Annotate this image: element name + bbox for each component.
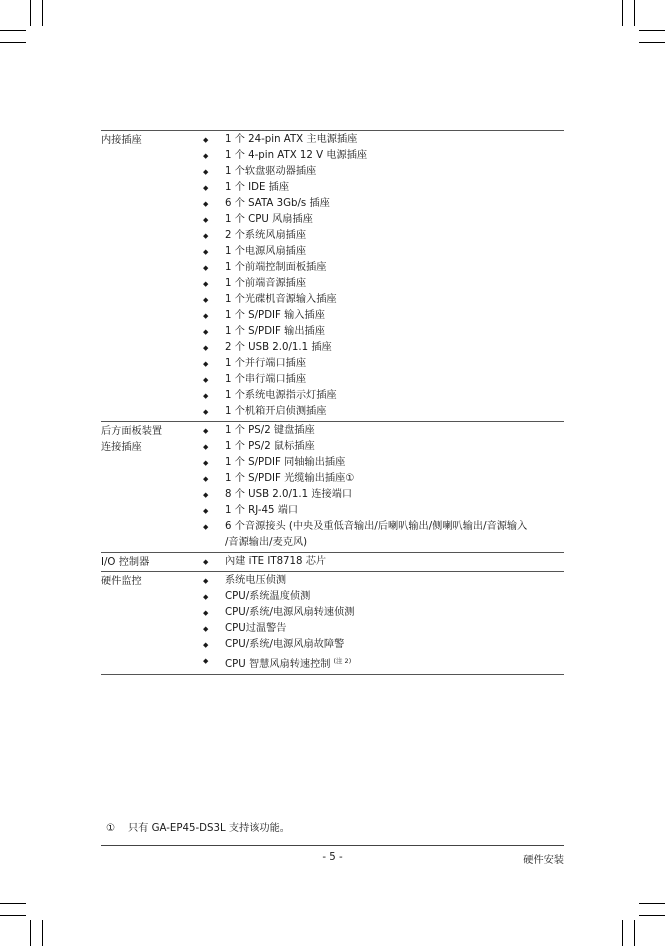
spec-item (203, 212, 564, 228)
spec-category (101, 574, 142, 590)
spec-item-text: 1 个前端控制面板插座 (225, 262, 327, 273)
diamond-bullet-icon: ◆ (203, 136, 209, 144)
spec-item-text: 1 个前端音源插座 (225, 278, 307, 289)
spec-item (203, 554, 564, 570)
spec-item (203, 308, 564, 324)
spec-item-list (203, 422, 564, 552)
spec-item (203, 196, 564, 212)
diamond-bullet-icon: ◆ (203, 427, 209, 435)
spec-item (203, 148, 564, 164)
diamond-bullet-icon: ◆ (203, 593, 209, 601)
spec-item (203, 423, 564, 439)
spec-table (101, 130, 564, 675)
diamond-bullet-icon: ◆ (203, 328, 209, 336)
spec-item (203, 388, 564, 404)
diamond-bullet-icon: ◆ (203, 360, 209, 368)
spec-category-line: 内接插座 (101, 135, 142, 146)
diamond-bullet-icon: ◆ (203, 491, 209, 499)
diamond-bullet-icon: ◆ (203, 280, 209, 288)
diamond-bullet-icon: ◆ (203, 296, 209, 304)
spec-category-line: 硬件监控 (101, 576, 142, 587)
diamond-bullet-icon: ◆ (203, 232, 209, 240)
diamond-bullet-icon: ◆ (203, 152, 209, 160)
spec-item (203, 260, 564, 276)
spec-item-text: 內建 iTE IT8718 芯片 (225, 556, 327, 567)
spec-item (203, 573, 564, 589)
diamond-bullet-icon: ◆ (203, 558, 209, 566)
spec-item-text: 系统电压侦测 (225, 575, 287, 586)
diamond-bullet-icon: ◆ (203, 344, 209, 352)
spec-item-text: 1 个机箱开启侦测插座 (225, 406, 327, 417)
spec-item-text-continued: /音源输出/麦克风) (225, 537, 308, 548)
spec-item-list (203, 131, 564, 421)
spec-item-text: 1 个 RJ-45 端口 (225, 505, 299, 516)
spec-item (203, 439, 564, 455)
spec-item-text: 1 个光碟机音源输入插座 (225, 294, 337, 305)
spec-item (203, 404, 564, 420)
spec-category-line: I/O 控制器 (101, 557, 150, 568)
spec-item (203, 292, 564, 308)
page-number: - 5 - (322, 852, 343, 863)
spec-item-text: 1 个软盘驱动器插座 (225, 166, 317, 177)
spec-item-text: 1 个并行端口插座 (225, 358, 307, 369)
footnote (106, 822, 290, 836)
spec-item (203, 471, 564, 487)
diamond-bullet-icon: ◆ (203, 641, 209, 649)
spec-item (203, 621, 564, 637)
note-reference: (注 2) (333, 657, 352, 665)
spec-row (101, 552, 564, 571)
spec-item-text: 1 个系统电源指示灯插座 (225, 390, 337, 401)
diamond-bullet-icon: ◆ (203, 392, 209, 400)
diamond-bullet-icon: ◆ (203, 657, 209, 665)
spec-item (203, 372, 564, 388)
spec-item-text: CPU/系统/电源风扇转速侦测 (225, 607, 355, 618)
diamond-bullet-icon: ◆ (203, 376, 209, 384)
spec-item-text: 1 个串行端口插座 (225, 374, 307, 385)
spec-item (203, 132, 564, 148)
spec-item (203, 164, 564, 180)
diamond-bullet-icon: ◆ (203, 459, 209, 467)
diamond-bullet-icon: ◆ (203, 248, 209, 256)
diamond-bullet-icon: ◆ (203, 609, 209, 617)
spec-item (203, 605, 564, 621)
spec-item-text: 6 个 SATA 3Gb/s 插座 (225, 198, 330, 209)
spec-row (101, 130, 564, 421)
diamond-bullet-icon: ◆ (203, 507, 209, 515)
spec-item-text: 1 个 S/PDIF 同轴输出插座 (225, 457, 346, 468)
spec-category (101, 424, 162, 456)
spec-item (203, 324, 564, 340)
spec-item-text: 1 个 CPU 风扇插座 (225, 214, 313, 225)
spec-item-text: 1 个 24-pin ATX 主电源插座 (225, 134, 358, 145)
spec-item-text: 2 个 USB 2.0/1.1 插座 (225, 342, 332, 353)
spec-item-text: 1 个 PS/2 键盘插座 (225, 425, 315, 436)
spec-item-text: CPU过温警告 (225, 623, 287, 634)
spec-item-text: CPU/系统温度侦测 (225, 591, 311, 602)
diamond-bullet-icon: ◆ (203, 408, 209, 416)
spec-item-text: 8 个 USB 2.0/1.1 连接端口 (225, 489, 353, 500)
spec-item (203, 244, 564, 260)
spec-item-text: 1 个 S/PDIF 输入插座 (225, 310, 325, 321)
spec-item (203, 180, 564, 196)
spec-category-line: 后方面板装置 (101, 426, 163, 437)
spec-item (203, 455, 564, 471)
diamond-bullet-icon: ◆ (203, 312, 209, 320)
spec-category (101, 133, 142, 149)
spec-item-text: 1 个 4-pin ATX 12 V 电源插座 (225, 150, 368, 161)
spec-item (203, 340, 564, 356)
spec-item (203, 487, 564, 503)
spec-item-text: 1 个 PS/2 鼠标插座 (225, 441, 315, 452)
spec-category-line: 连接插座 (101, 442, 142, 453)
spec-item (203, 276, 564, 292)
diamond-bullet-icon: ◆ (203, 577, 209, 585)
spec-row (101, 571, 564, 675)
footnote-mark: ① (106, 823, 116, 834)
diamond-bullet-icon: ◆ (203, 200, 209, 208)
diamond-bullet-icon: ◆ (203, 443, 209, 451)
spec-item (203, 228, 564, 244)
diamond-bullet-icon: ◆ (203, 168, 209, 176)
spec-item-text: CPU 智慧风扇转速控制 (225, 659, 331, 670)
spec-item-text: 6 个音源接头 (中央及重低音输出/后喇叭输出/侧喇叭输出/音源输入 (225, 521, 528, 532)
spec-item-text: 1 个 S/PDIF 输出插座 (225, 326, 325, 337)
diamond-bullet-icon: ◆ (203, 475, 209, 483)
spec-item-list (203, 572, 564, 674)
spec-item-text: 1 个电源风扇插座 (225, 246, 307, 257)
diamond-bullet-icon: ◆ (203, 523, 209, 531)
spec-item-text: 2 个系统风扇插座 (225, 230, 307, 241)
spec-item (203, 503, 564, 519)
spec-row (101, 421, 564, 552)
spec-item (203, 519, 564, 551)
spec-item-text: 1 个 IDE 插座 (225, 182, 290, 193)
footer-section-title: 硬件安装 (523, 855, 564, 866)
diamond-bullet-icon: ◆ (203, 184, 209, 192)
spec-item-list (203, 553, 564, 571)
diamond-bullet-icon: ◆ (203, 264, 209, 272)
spec-item (203, 637, 564, 653)
spec-item (203, 356, 564, 372)
footer-divider (101, 845, 564, 846)
footnote-text: 只有 GA-EP45-DS3L 支持该功能。 (128, 823, 290, 834)
diamond-bullet-icon: ◆ (203, 216, 209, 224)
spec-category (101, 555, 149, 571)
spec-item (203, 653, 564, 673)
spec-item-text: 1 个 S/PDIF 光缆输出插座① (225, 473, 355, 484)
spec-item (203, 589, 564, 605)
spec-item-text: CPU/系统/电源风扇故障警 (225, 639, 345, 650)
diamond-bullet-icon: ◆ (203, 625, 209, 633)
